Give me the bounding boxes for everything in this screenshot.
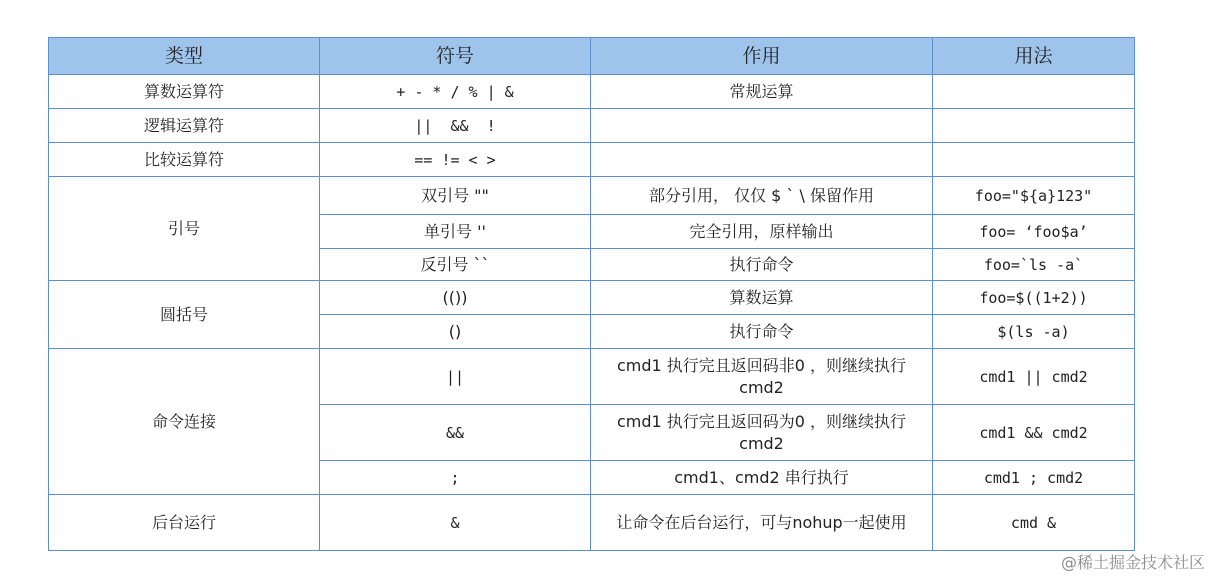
table-row <box>49 75 1135 109</box>
type-cell: 圆括号 <box>49 281 320 349</box>
table-row <box>49 281 1135 315</box>
usage-cell: cmd1 && cmd2 <box>933 405 1135 461</box>
table-row <box>49 109 1135 143</box>
usage-cell: $(ls -a) <box>933 315 1135 349</box>
type-cell: 引号 <box>49 177 320 281</box>
effect-cell: cmd1 执行完且返回码非0 ，则继续执行 cmd2 <box>591 349 933 405</box>
symbol-cell: ; <box>320 461 591 495</box>
symbol-cell: || && ! <box>320 109 591 143</box>
header-effect: 作用 <box>591 38 933 75</box>
symbol-cell: 单引号 '' <box>320 215 591 249</box>
site-watermark: @稀土掘金技术社区 <box>1060 553 1205 572</box>
effect-cell: 执行命令 <box>591 249 933 281</box>
usage-cell: foo="${a}123" <box>933 177 1135 215</box>
symbol-cell: && <box>320 405 591 461</box>
effect-cell <box>591 109 933 143</box>
operator-table <box>48 37 1135 551</box>
usage-cell <box>933 75 1135 109</box>
usage-cell <box>933 109 1135 143</box>
header-row <box>49 38 1135 75</box>
type-cell: 后台运行 <box>49 495 320 551</box>
symbol-cell: == != < > <box>320 143 591 177</box>
effect-cell: cmd1 执行完且返回码为0 ，则继续执行 cmd2 <box>591 405 933 461</box>
symbol-cell: + - * / % | & <box>320 75 591 109</box>
usage-cell <box>933 143 1135 177</box>
table-row <box>49 177 1135 215</box>
usage-cell: foo=`ls -a` <box>933 249 1135 281</box>
usage-cell: cmd1 || cmd2 <box>933 349 1135 405</box>
table-row <box>49 495 1135 551</box>
header-type: 类型 <box>49 38 320 75</box>
effect-cell: 部分引用， 仅仅 $ ` \ 保留作用 <box>591 177 933 215</box>
effect-cell: 执行命令 <box>591 315 933 349</box>
effect-cell: 完全引用，原样输出 <box>591 215 933 249</box>
table-row <box>49 143 1135 177</box>
effect-cell: 算数运算 <box>591 281 933 315</box>
type-cell: 算数运算符 <box>49 75 320 109</box>
operator-table-container <box>48 37 1135 551</box>
effect-cell: 常规运算 <box>591 75 933 109</box>
symbol-cell: 反引号 `` <box>320 249 591 281</box>
effect-cell <box>591 143 933 177</box>
effect-cell: 让命令在后台运行，可与nohup一起使用 <box>591 495 933 551</box>
table-row <box>49 349 1135 405</box>
usage-cell: cmd1 ; cmd2 <box>933 461 1135 495</box>
symbol-cell: () <box>320 315 591 349</box>
effect-cell: cmd1、cmd2 串行执行 <box>591 461 933 495</box>
type-cell: 命令连接 <box>49 349 320 495</box>
symbol-cell: || <box>320 349 591 405</box>
usage-cell: cmd & <box>933 495 1135 551</box>
header-symbol: 符号 <box>320 38 591 75</box>
usage-cell: foo= ‘foo$a’ <box>933 215 1135 249</box>
type-cell: 比较运算符 <box>49 143 320 177</box>
symbol-cell: 双引号 "" <box>320 177 591 215</box>
symbol-cell: (()) <box>320 281 591 315</box>
header-usage: 用法 <box>933 38 1135 75</box>
type-cell: 逻辑运算符 <box>49 109 320 143</box>
symbol-cell: & <box>320 495 591 551</box>
usage-cell: foo=$((1+2)) <box>933 281 1135 315</box>
